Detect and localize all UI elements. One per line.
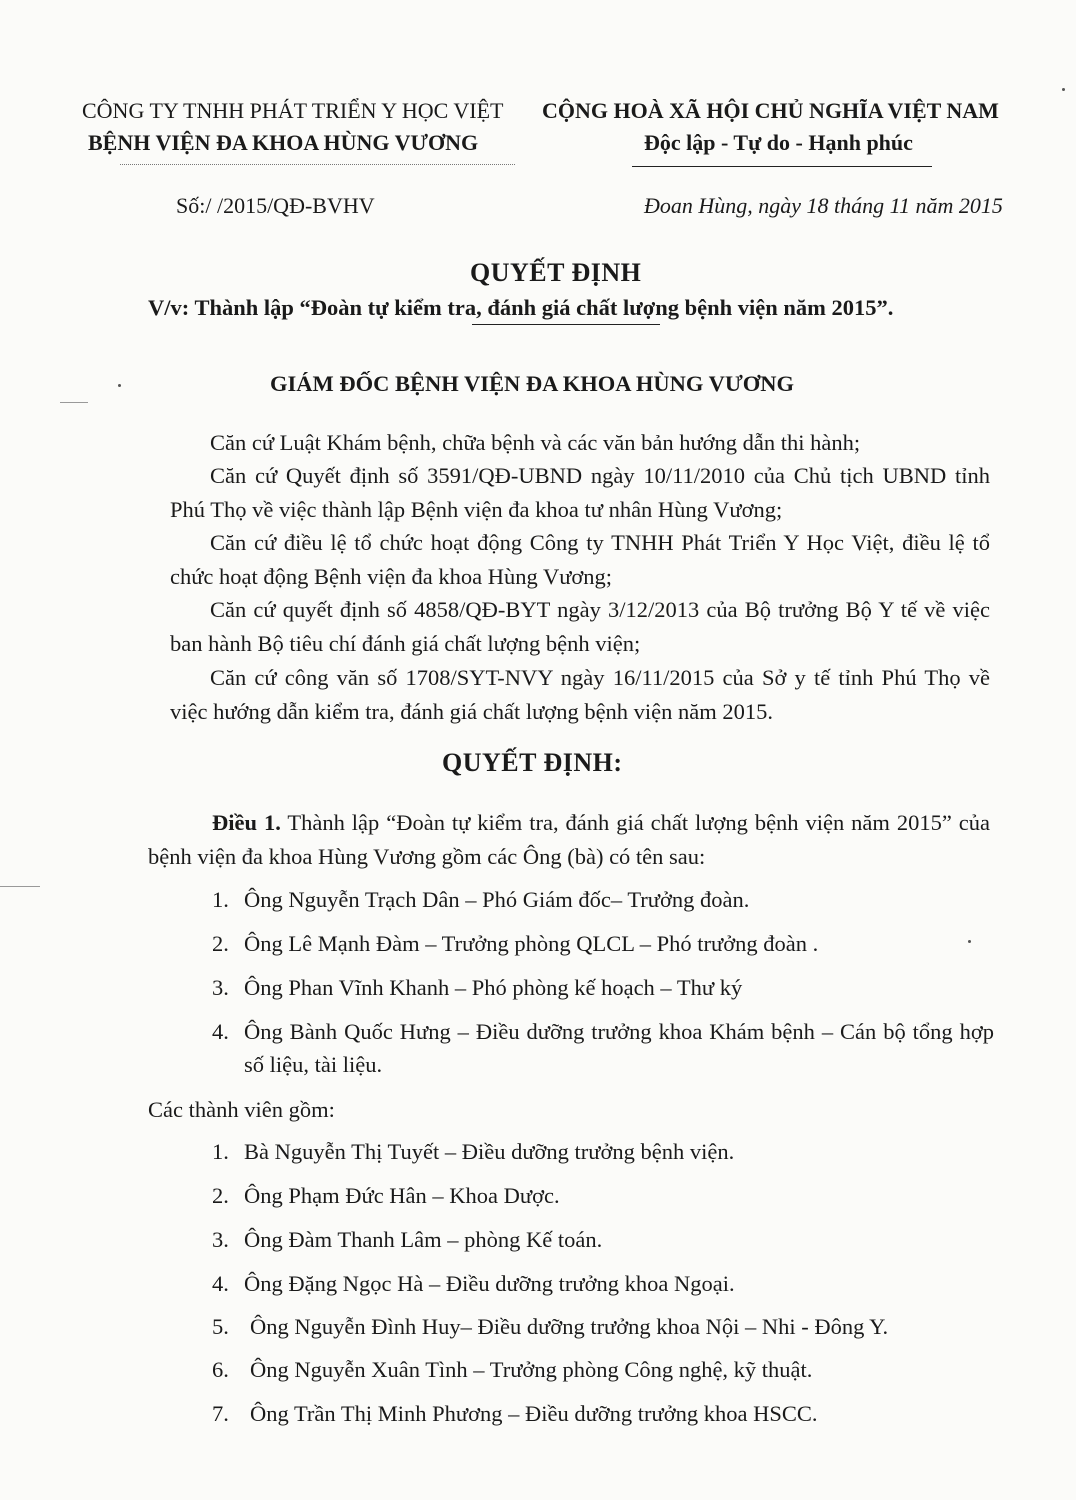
nation-line-1: CỘNG HOÀ XÃ HỘI CHỦ NGHĨA VIỆT NAM bbox=[542, 98, 999, 123]
leader-item: 4. Ông Bành Quốc Hưng – Điều dưỡng trưởng khoa Khám bệnh – Cán bộ tổng hợp số liệu, tài liệu. bbox=[212, 1019, 994, 1077]
basis-5: Căn cứ công văn số 1708/SYT-NVY ngày 16/11/2015 của Sở y tế tỉnh Phú Thọ về việc hướng dẫn kiểm tra, đánh giá chất lượng bệnh viện năm 2015. bbox=[170, 665, 990, 724]
document-subject: V/v: Thành lập “Đoàn tự kiểm tra, đánh giá chất lượng bệnh viện năm 2015”. bbox=[148, 295, 894, 320]
member-item: 2. Ông Phạm Đức Hân – Khoa Dược. bbox=[212, 1183, 560, 1208]
scan-speck bbox=[968, 940, 971, 943]
member-item: 3. Ông Đàm Thanh Lâm – phòng Kế toán. bbox=[212, 1227, 603, 1252]
member-item: 4. Ông Đặng Ngọc Hà – Điều dưỡng trưởng khoa Ngoại. bbox=[212, 1271, 735, 1296]
members-label: Các thành viên gồm: bbox=[148, 1097, 335, 1122]
basis-1: Căn cứ Luật Khám bệnh, chữa bệnh và các văn bản hướng dẫn thi hành; bbox=[210, 430, 861, 455]
org-line-2: BỆNH VIỆN ĐA KHOA HÙNG VƯƠNG bbox=[88, 130, 479, 155]
document-title: QUYẾT ĐỊNH bbox=[470, 258, 642, 287]
basis-2: Căn cứ Quyết định số 3591/QĐ-UBND ngày 10/11/2010 của Chủ tịch UBND tỉnh Phú Thọ về việc thành lập Bệnh viện đa khoa tư nhân Hùng Vương; bbox=[170, 463, 990, 522]
date-line: Đoan Hùng, ngày 18 tháng 11 năm 2015 bbox=[644, 193, 1003, 218]
nation-underline bbox=[632, 166, 932, 167]
org-line-1: CÔNG TY TNHH PHÁT TRIỂN Y HỌC VIỆT bbox=[82, 98, 504, 123]
doc-number: Số:/ /2015/QĐ-BVHV bbox=[176, 193, 375, 218]
member-item: 5. Ông Nguyễn Đình Huy– Điều dưỡng trưởng khoa Nội – Nhi - Đông Y. bbox=[212, 1314, 889, 1339]
leader-item: 3. Ông Phan Vĩnh Khanh – Phó phòng kế hoạch – Thư ký bbox=[212, 975, 743, 1000]
issuing-authority: GIÁM ĐỐC BỆNH VIỆN ĐA KHOA HÙNG VƯƠNG bbox=[270, 371, 795, 396]
subject-underline bbox=[472, 324, 660, 325]
decision-heading: QUYẾT ĐỊNH: bbox=[442, 748, 623, 777]
org-underline bbox=[120, 164, 515, 165]
leader-item: 2. Ông Lê Mạnh Đàm – Trưởng phòng QLCL – Phó trưởng đoàn . bbox=[212, 931, 819, 956]
member-item: 7. Ông Trần Thị Minh Phương – Điều dưỡng trưởng khoa HSCC. bbox=[212, 1401, 818, 1426]
leader-item: 1. Ông Nguyễn Trạch Dân – Phó Giám đốc– Trưởng đoàn. bbox=[212, 887, 750, 912]
scan-mark bbox=[60, 402, 88, 403]
scan-speck bbox=[1062, 88, 1065, 91]
member-item: 1. Bà Nguyễn Thị Tuyết – Điều dưỡng trưởng bệnh viện. bbox=[212, 1139, 735, 1164]
basis-3: Căn cứ điều lệ tổ chức hoạt động Công ty TNHH Phát Triển Y Học Việt, điều lệ tổ chức hoạt động Bệnh viện đa khoa Hùng Vương; bbox=[170, 530, 990, 589]
article-1: Điều 1. Thành lập “Đoàn tự kiểm tra, đánh giá chất lượng bệnh viện năm 2015” của bệnh viện đa khoa Hùng Vương gồm các Ông (bà) có tên sau: bbox=[148, 810, 991, 869]
member-item: 6. Ông Nguyễn Xuân Tình – Trưởng phòng Công nghệ, kỹ thuật. bbox=[212, 1357, 813, 1382]
nation-line-2: Độc lập - Tự do - Hạnh phúc bbox=[644, 130, 913, 155]
scan-mark bbox=[0, 886, 40, 887]
basis-4: Căn cứ quyết định số 4858/QĐ-BYT ngày 3/12/2013 của Bộ trưởng Bộ Y tế về việc ban hành Bộ tiêu chí đánh giá chất lượng bệnh viện; bbox=[170, 597, 990, 656]
scan-speck bbox=[118, 384, 121, 387]
